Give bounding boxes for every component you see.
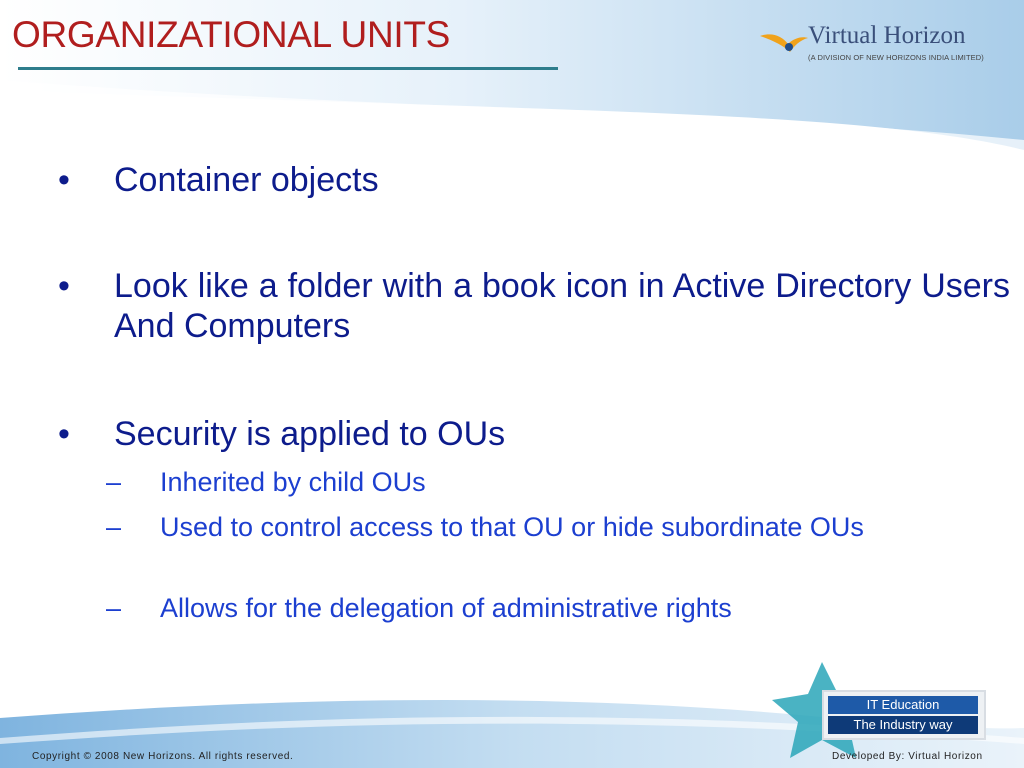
slide-title: ORGANIZATIONAL UNITS (12, 14, 451, 55)
sub-bullet-mark: – (106, 467, 122, 497)
bullet-mark: • (58, 267, 70, 305)
bullet-text: Security is applied to OUs (114, 415, 506, 453)
sub-bullet-item (106, 510, 956, 578)
sub-bullet-text: Used to control access to that OU or hide subordinate OUs (160, 512, 864, 542)
badge-line-2: The Industry way (828, 716, 978, 734)
sub-bullet-item (106, 591, 956, 625)
bullet-item (58, 160, 958, 200)
bullet-mark: • (58, 161, 70, 199)
sub-bullet-mark: – (106, 593, 122, 623)
footer-copyright: Copyright © 2008 New Horizons. All rights reserved. (32, 751, 294, 762)
sub-bullet-text: Inherited by child OUs (160, 467, 426, 497)
it-education-badge (822, 690, 986, 740)
logo-name: Virtual Horizon (808, 22, 966, 49)
sub-bullet-text: Allows for the delegation of administrative rights (160, 593, 732, 623)
title-underline (18, 67, 558, 70)
bullet-item (58, 266, 1010, 346)
bullet-mark: • (58, 415, 70, 453)
logo-tagline: (A DIVISION OF NEW HORIZONS INDIA LIMITED) (808, 53, 984, 62)
bullet-item (58, 414, 958, 454)
footer-developer: Developed By: Virtual Horizon (832, 751, 983, 762)
sub-bullet-mark: – (106, 512, 122, 542)
badge-line-1: IT Education (828, 696, 978, 714)
sub-bullet-item (106, 465, 956, 499)
bullet-text: Container objects (114, 161, 379, 199)
bird-icon (760, 34, 808, 52)
bullet-text: Look like a folder with a book icon in Active Directory Users And Computers (114, 267, 1010, 345)
